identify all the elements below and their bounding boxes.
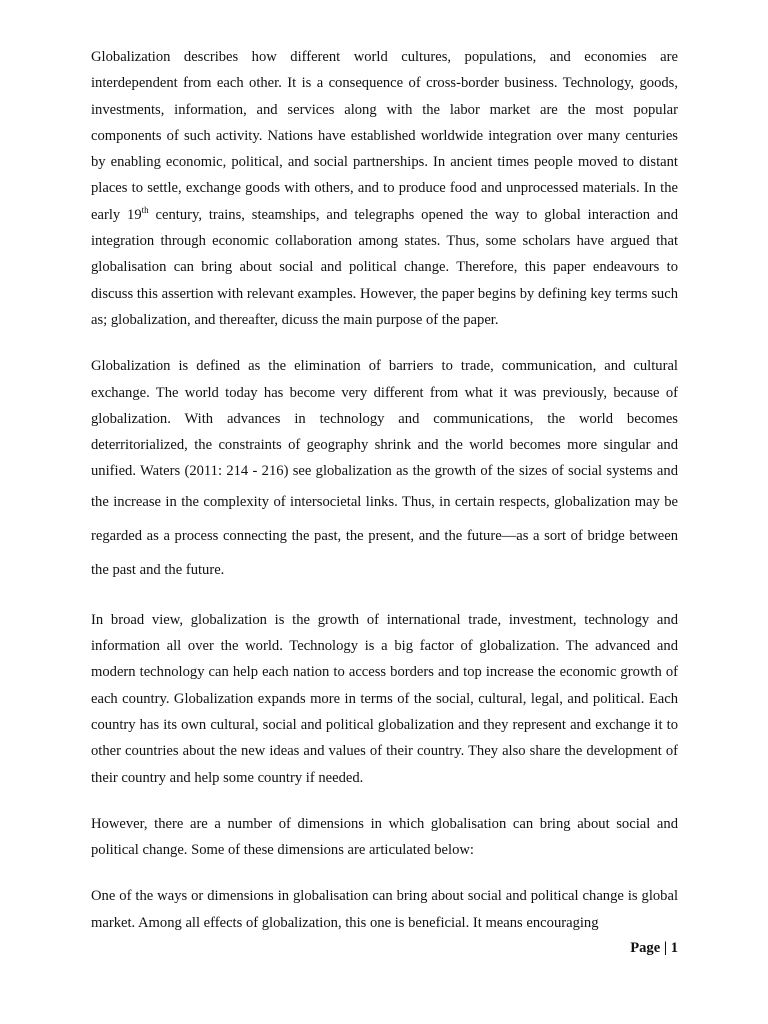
paragraph-definition-text-c: between the past and the future.: [91, 527, 678, 578]
paragraph-dimensions: However, there are a number of dimensions in which globalisation can bring about social and political change. Some of these dimensions are articulated below:: [91, 815, 678, 859]
paragraph-definition-text-a: Globalization is defined as the elimination of barriers to trade, communication, and cultural exchange. The world today has become very different from what it was previously, because of globalization. With advances in technology and communications, the world becomes deterritorialized, the constraints of geography shrink and the world becomes more singular and unified. Waters (2011: 214 - 216) see globalization as the growth of the sizes of social systems and the increase in the complexity of intersocietal links. Thus, in certain respects, globalization: [91, 358, 678, 510]
page-number: Page | 1: [630, 940, 678, 956]
paragraph-definition: [91, 353, 678, 586]
document-body: [91, 44, 678, 936]
paragraph-broad-view: In broad view, globalization is the growth of international trade, investment, technology and information all over the world. Technology is a big factor of globalization. The advanced and modern technology can help each nation to access borders and top increase the economic growth of each country. Globalization expands more in terms of the social, cultural, legal, and political. Each country has its own cultural, social and political globalization and they represent and exchange it to other countries about the new ideas and values of their country. They also share the development of their country and help some country if needed.: [91, 611, 678, 786]
paragraph-intro: [91, 44, 678, 333]
paragraph-definition-text-b: may be regarded as a process connecting the past, the present, and the future—as a sort of bridge: [91, 493, 678, 544]
paragraph-global-market: One of the ways or dimensions in globalisation can bring about social and political change is global market. Among all effects of globalization, this one is beneficial. It means encouraging: [91, 888, 678, 931]
paragraph-intro-text-a: Globalization describes how different world cultures, populations, and economies are interdependent from each other. It is a consequence of cross-border business. Technology, goods, investments, information, and services along with the labor market are the most popular components of such activity. Nations have established worldwide integration over many centuries by enabling economic, political, and social partnerships. In ancient times people moved to distant places to settle, exchange goods with others, and to produce food and unprocessed materials. In the early 19: [91, 49, 678, 223]
ordinal-superscript: th: [141, 204, 149, 215]
paragraph-intro-text-b: century, trains, steamships, and telegraphs opened the way to global interaction and integration through economic collaboration among states. Thus, some scholars have argued that globalisation can bring about social and political change. Therefore, this paper endeavours to discuss this assertion with relevant examples. However, the paper begins by defining key terms such as; globalization, and thereafter, dicuss the main purpose of the paper.: [91, 206, 678, 328]
